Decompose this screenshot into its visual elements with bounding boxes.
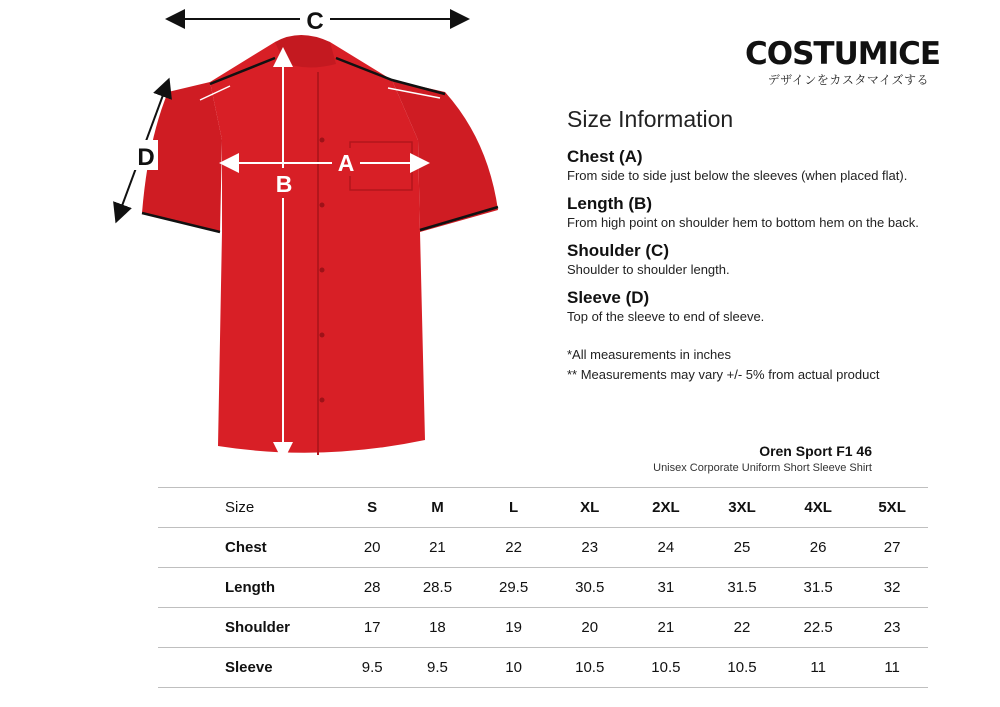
- table-cell: 22.5: [780, 608, 856, 648]
- shirt-illustration: [100, 0, 520, 470]
- table-cell: 27: [856, 528, 928, 568]
- table-cell: 18: [399, 608, 475, 648]
- row-label: Length: [158, 568, 345, 608]
- table-cell: 17: [345, 608, 399, 648]
- row-label: Sleeve: [158, 648, 345, 688]
- table-cell: 24: [628, 528, 704, 568]
- table-cell: 20: [552, 608, 628, 648]
- label-a: A: [337, 150, 355, 176]
- measurement-desc: From side to side just below the sleeves (when placed flat).: [567, 168, 908, 183]
- header-label: Size: [158, 488, 345, 528]
- table-cell: 10: [476, 648, 552, 688]
- size-table: [158, 487, 928, 688]
- label-b: B: [275, 171, 293, 197]
- table-cell: 31.5: [704, 568, 780, 608]
- table-cell: 11: [780, 648, 856, 688]
- note-variance: ** Measurements may vary +/- 5% from actual product: [567, 367, 880, 382]
- table-cell: 29.5: [476, 568, 552, 608]
- label-c: C: [306, 8, 324, 35]
- table-cell: 25: [704, 528, 780, 568]
- measurement-name: Chest (A): [567, 147, 643, 166]
- table-cell: 28.5: [399, 568, 475, 608]
- size-header: XL: [552, 488, 628, 528]
- size-header: 5XL: [856, 488, 928, 528]
- brand-tagline: デザインをカスタマイズする: [767, 73, 929, 87]
- product-info: [653, 443, 872, 474]
- size-information: [567, 106, 987, 385]
- measurement-chest: [567, 147, 987, 184]
- label-d: D: [137, 144, 155, 171]
- note-units: *All measurements in inches: [567, 347, 732, 362]
- measurement-name: Shoulder (C): [567, 241, 669, 260]
- product-name: Oren Sport F1 46: [759, 443, 872, 459]
- size-header: 4XL: [780, 488, 856, 528]
- table-cell: 10.5: [552, 648, 628, 688]
- table-cell: 10.5: [628, 648, 704, 688]
- table-cell: 22: [704, 608, 780, 648]
- table-cell: 21: [628, 608, 704, 648]
- table-cell: 9.5: [399, 648, 475, 688]
- measurement-desc: From high point on shoulder hem to bottom hem on the back.: [567, 215, 919, 230]
- table-row: [158, 608, 928, 648]
- measurement-name: Sleeve (D): [567, 288, 650, 307]
- table-cell: 21: [399, 528, 475, 568]
- row-label: Chest: [158, 528, 345, 568]
- table-cell: 31: [628, 568, 704, 608]
- table-cell: 23: [552, 528, 628, 568]
- table-row: [158, 648, 928, 688]
- table-cell: 30.5: [552, 568, 628, 608]
- size-header: S: [345, 488, 399, 528]
- size-header: L: [476, 488, 552, 528]
- measurement-name: Length (B): [567, 194, 652, 213]
- size-header: 3XL: [704, 488, 780, 528]
- measurement-desc: Shoulder to shoulder length.: [567, 262, 730, 277]
- measurement-shoulder: [567, 241, 987, 278]
- table-cell: 19: [476, 608, 552, 648]
- measurement-desc: Top of the sleeve to end of sleeve.: [567, 309, 765, 324]
- table-row: [158, 568, 928, 608]
- table-cell: 31.5: [780, 568, 856, 608]
- brand-name: COSTUMICE: [745, 36, 941, 72]
- measurement-length: [567, 194, 987, 231]
- table-cell: 20: [345, 528, 399, 568]
- table-cell: 22: [476, 528, 552, 568]
- table-header-row: [158, 488, 928, 528]
- size-header: M: [399, 488, 475, 528]
- table-cell: 9.5: [345, 648, 399, 688]
- measurement-sleeve: [567, 288, 987, 325]
- table-cell: 26: [780, 528, 856, 568]
- table-cell: 23: [856, 608, 928, 648]
- table-cell: 32: [856, 568, 928, 608]
- table-row: [158, 528, 928, 568]
- info-title: Size Information: [567, 106, 734, 132]
- table-cell: 28: [345, 568, 399, 608]
- product-subtitle: Unisex Corporate Uniform Short Sleeve Shirt: [653, 462, 872, 474]
- table-cell: 10.5: [704, 648, 780, 688]
- table-cell: 11: [856, 648, 928, 688]
- row-label: Shoulder: [158, 608, 345, 648]
- size-header: 2XL: [628, 488, 704, 528]
- notes: [567, 345, 987, 385]
- brand-logo: [745, 36, 941, 88]
